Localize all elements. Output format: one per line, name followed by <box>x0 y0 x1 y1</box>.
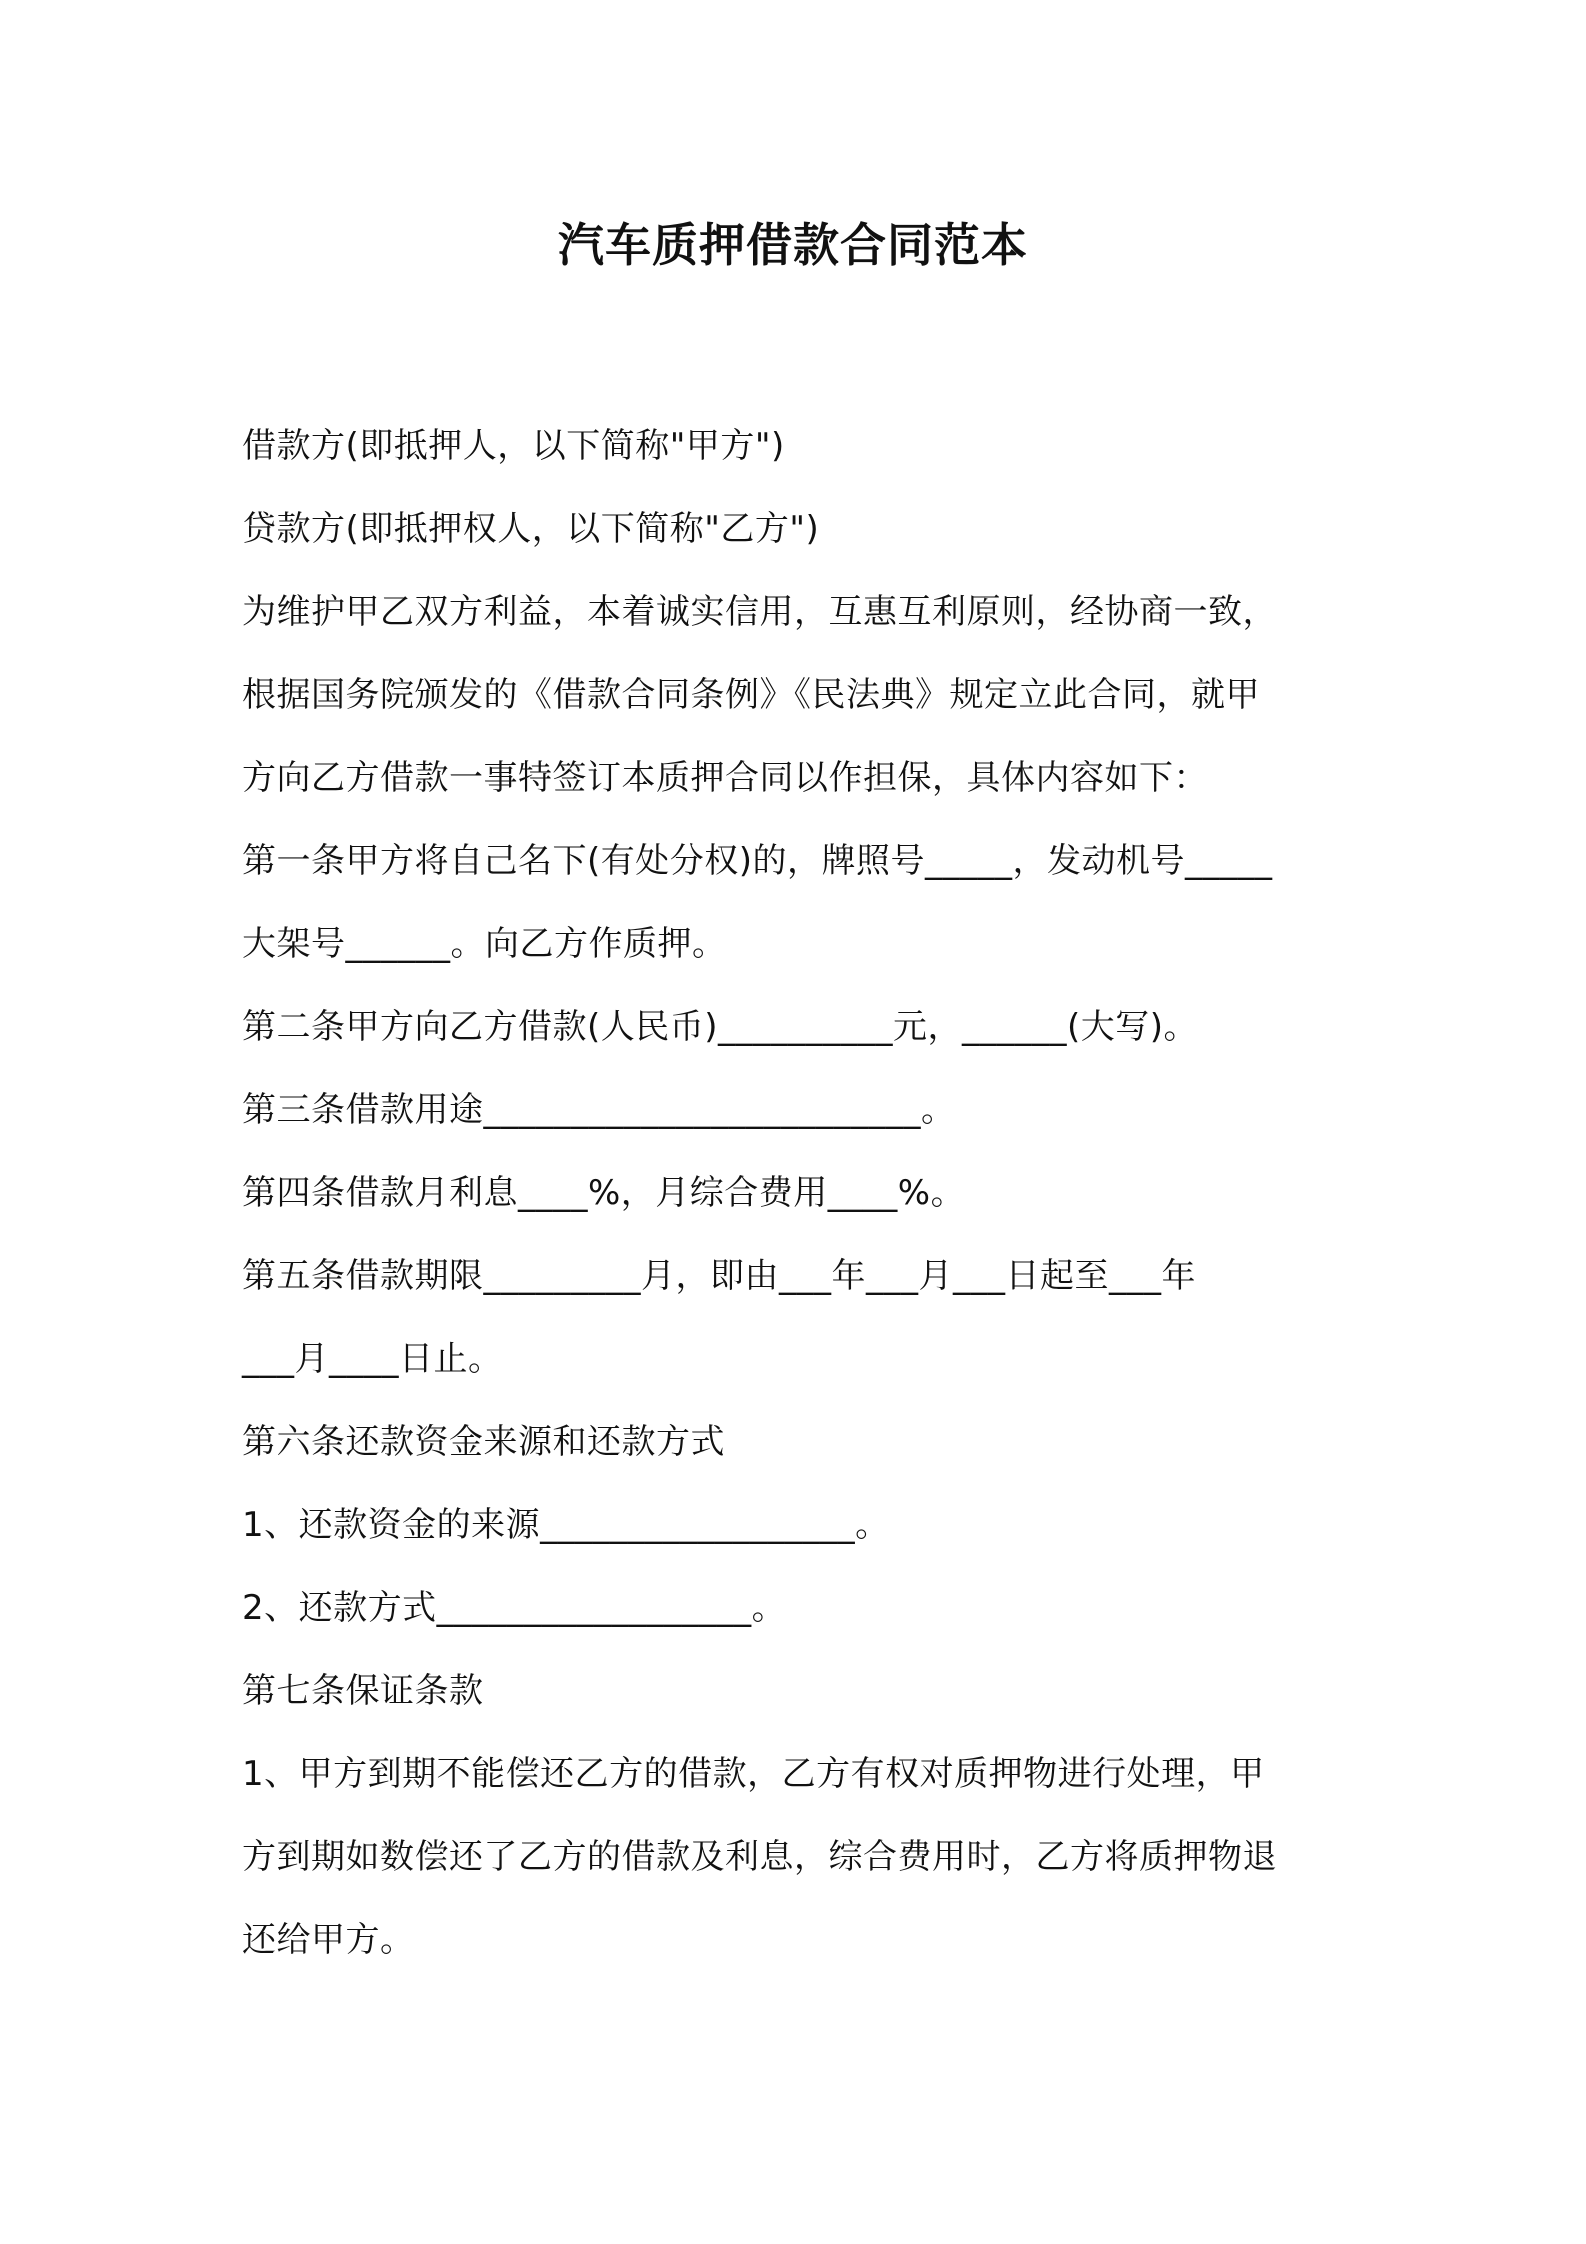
line-borrower: 借款方(即抵押人，以下简称"甲方") <box>242 426 785 466</box>
line-article-7: 第七条保证条款 <box>242 1671 484 1711</box>
line-article-7-item-1-cont: 方到期如数偿还了乙方的借款及利息，综合费用时，乙方将质押物退 <box>242 1837 1277 1877</box>
line-article-6-item-2: 2、还款方式__________________。 <box>242 1588 787 1628</box>
line-preamble-3: 方向乙方借款一事特签订本质押合同以作担保，具体内容如下： <box>242 758 1208 798</box>
line-article-6-item-1: 1、还款资金的来源__________________。 <box>242 1505 890 1545</box>
line-article-7-item-1-end: 还给甲方。 <box>242 1920 415 1960</box>
line-article-6: 第六条还款资金来源和还款方式 <box>242 1422 725 1462</box>
contract-body <box>242 405 1357 1982</box>
line-article-4: 第四条借款月利息____%，月综合费用____%。 <box>242 1173 966 1213</box>
line-article-1-cont: 大架号______。向乙方作质押。 <box>242 924 727 964</box>
line-article-5-cont: ___月____日止。 <box>242 1339 503 1379</box>
line-article-5: 第五条借款期限_________月，即由___年___月___日起至___年 <box>242 1256 1196 1296</box>
line-article-1: 第一条甲方将自己名下(有处分权)的，牌照号_____，发动机号_____ <box>242 841 1273 881</box>
line-lender: 贷款方(即抵押权人，以下简称"乙方") <box>242 509 820 549</box>
line-article-2: 第二条甲方向乙方借款(人民币)__________元，______(大写)。 <box>242 1007 1199 1047</box>
line-article-3: 第三条借款用途_________________________。 <box>242 1090 956 1130</box>
document-title: 汽车质押借款合同范本 <box>558 218 1028 272</box>
line-preamble-2: 根据国务院颁发的《借款合同条例》《民法典》规定立此合同，就甲 <box>242 675 1260 715</box>
line-article-7-item-1: 1、甲方到期不能偿还乙方的借款，乙方有权对质押物进行处理，甲 <box>242 1754 1265 1794</box>
line-preamble-1: 为维护甲乙双方利益，本着诚实信用，互惠互利原则，经协商一致， <box>242 592 1277 632</box>
